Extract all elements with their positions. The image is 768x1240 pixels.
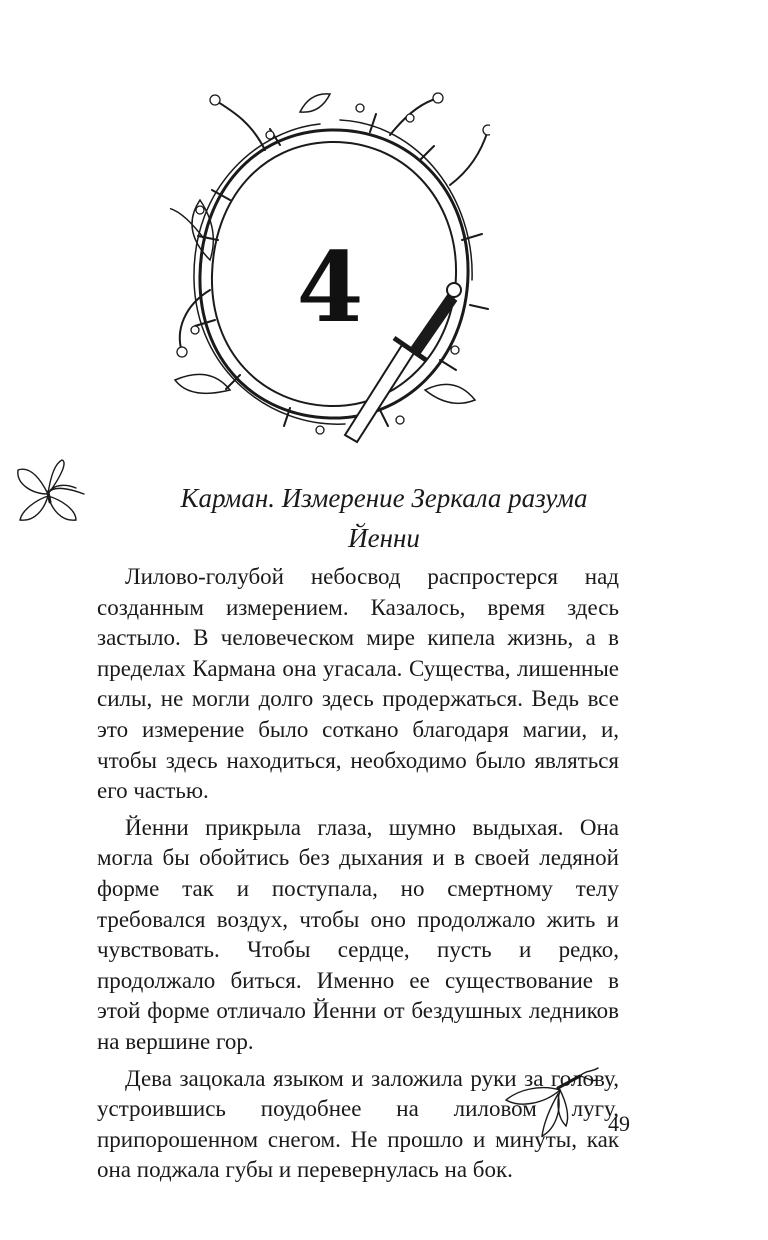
paragraph: Йенни прикрыла глаза, шумно выдыхая. Она могла бы обойтись без дыхания и в своей ледяной форме так и поступала, но смертному телу требовался воздух, чтобы оно продолжало жить и чувствовать. Чтобы сердце, пусть и редко, продолжало биться. Именно ее существование в этой форме отличало Йенни от бездушных ледников на вершине гор. — [97, 814, 619, 1054]
chapter-number: 4 — [296, 231, 364, 344]
chapter-wreath-ornament — [170, 90, 490, 460]
moth-icon — [500, 1060, 600, 1140]
chapter-character-name: Йенни — [348, 523, 420, 553]
page-number: 49 — [608, 1111, 630, 1136]
paragraph: Дева зацокала языком и заложила руки за голову, устроившись поудобнее на лиловом лугу, припорошенном снегом. Не прошло и минуты, как она поджала губы и перевернулась на бок. — [97, 1065, 619, 1183]
paragraph: Лилово-голубой небосвод распростерся над созданным измерением. Казалось, время здесь застыло. В человеческом мире кипела жизнь, а в пределах Кармана она угасала. Существа, лишенные силы, не могли долго здесь продержаться. Ведь все это измерение было соткано благодаря магии, и, чтобы здесь находиться, необходимо было являться его частью. — [97, 564, 619, 804]
chapter-title: Карман. Измерение Зеркала разума — [180, 483, 588, 513]
moth-icon — [10, 458, 88, 528]
